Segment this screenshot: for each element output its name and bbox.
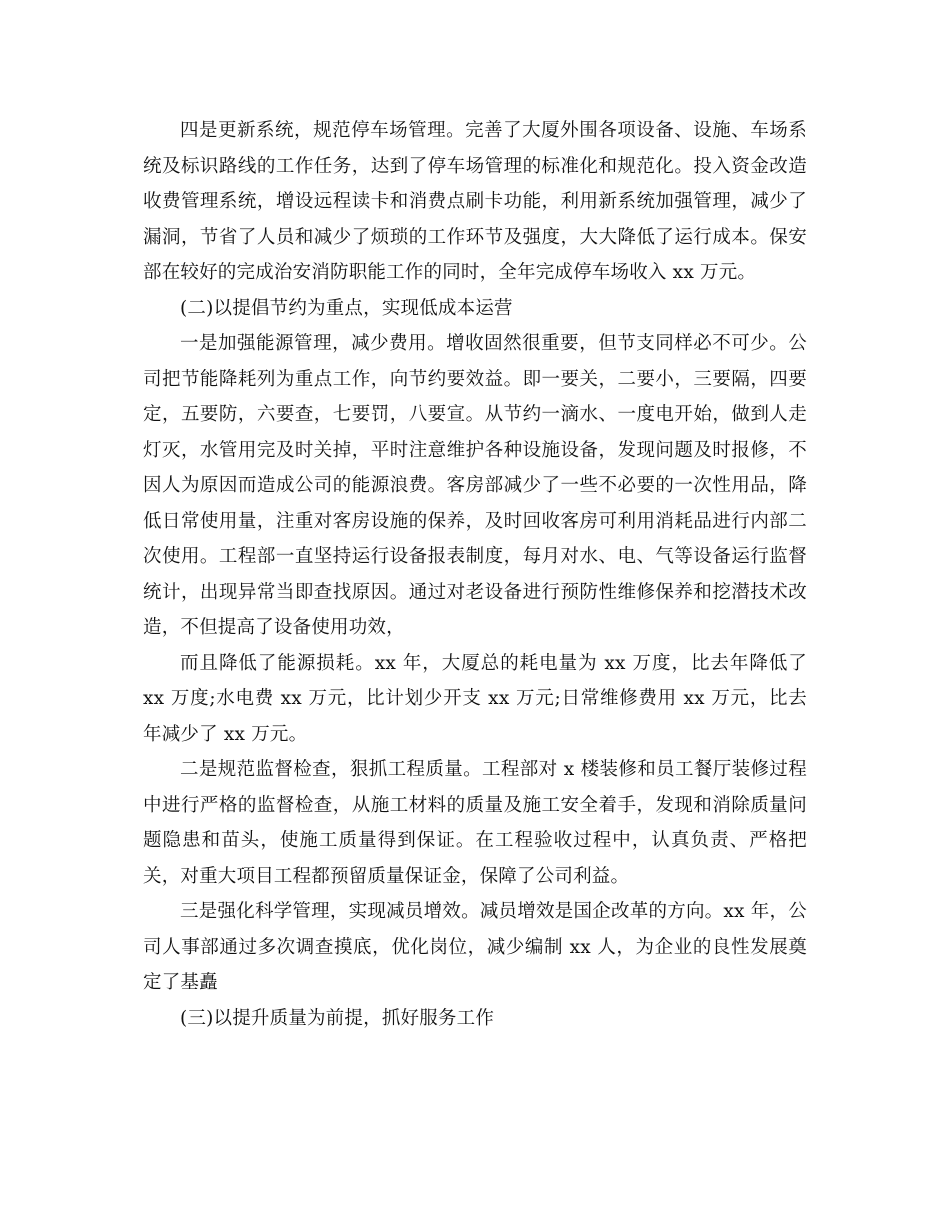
document-body: [143, 113, 807, 1036]
section-heading-2: (二)以提倡节约为重点，实现低成本运营: [180, 297, 513, 319]
paragraph-parking-management: 四是更新系统，规范停车场管理。完善了大厦外围各项设备、设施、车场系统及标识路线的工作任务，达到了停车场管理的标准化和规范化。投入资金改造收费管理系统，增设远程读卡和消费点刷卡功能，利用新系统加强管理，减少了漏洞，节省了人员和减少了烦琐的工作环节及强度，大大降低了运行成本。保安部在较好的完成治安消防职能工作的同时，全年完成停车场收入 xx 万元。: [143, 120, 807, 283]
paragraph-staff-reduction: 三是强化科学管理，实现减员增效。减员增效是国企改革的方向。xx 年，公司人事部通过多次调查摸底，优化岗位，减少编制 xx 人，为企业的良性发展奠定了基矗: [143, 901, 807, 993]
paragraph-quality-supervision: 二是规范监督检查，狠抓工程质量。工程部对 x 楼装修和员工餐厅装修过程中进行严格的监督检查，从施工材料的质量及施工安全着手，发现和消除质量问题隐患和苗头，使施工质量得到保证。在工程验收过程中，认真负责、严格把关，对重大项目工程都预留质量保证金，保障了公司利益。: [143, 759, 807, 887]
paragraph-energy-results: 而且降低了能源损耗。xx 年，大厦总的耗电量为 xx 万度，比去年降低了 xx 万度;水电费 xx 万元，比计划少开支 xx 万元;日常维修费用 xx 万元，比去年减少了 xx 万元。: [143, 652, 807, 745]
section-heading-3: (三)以提升质量为前提，抓好服务工作: [180, 1007, 495, 1029]
paragraph-energy-management: 一是加强能源管理，减少费用。增收固然很重要，但节支同样必不可少。公司把节能降耗列为重点工作，向节约要效益。即一要关，二要小，三要隔，四要定，五要防，六要查，七要罚，八要宣。从节约一滴水、一度电开始，做到人走灯灭，水管用完及时关掉，平时注意维护各种设施设备，发现问题及时报修，不因人为原因而造成公司的能源浪费。客房部减少了一些不必要的一次性用品，降低日常使用量，注重对客房设施的保养，及时回收客房可利用消耗品进行内部二次使用。工程部一直坚持运行设备报表制度，每月对水、电、气等设备运行监督统计，出现异常当即查找原因。通过对老设备进行预防性维修保养和挖潜技术改造，不但提高了设备使用功效，: [143, 333, 807, 638]
